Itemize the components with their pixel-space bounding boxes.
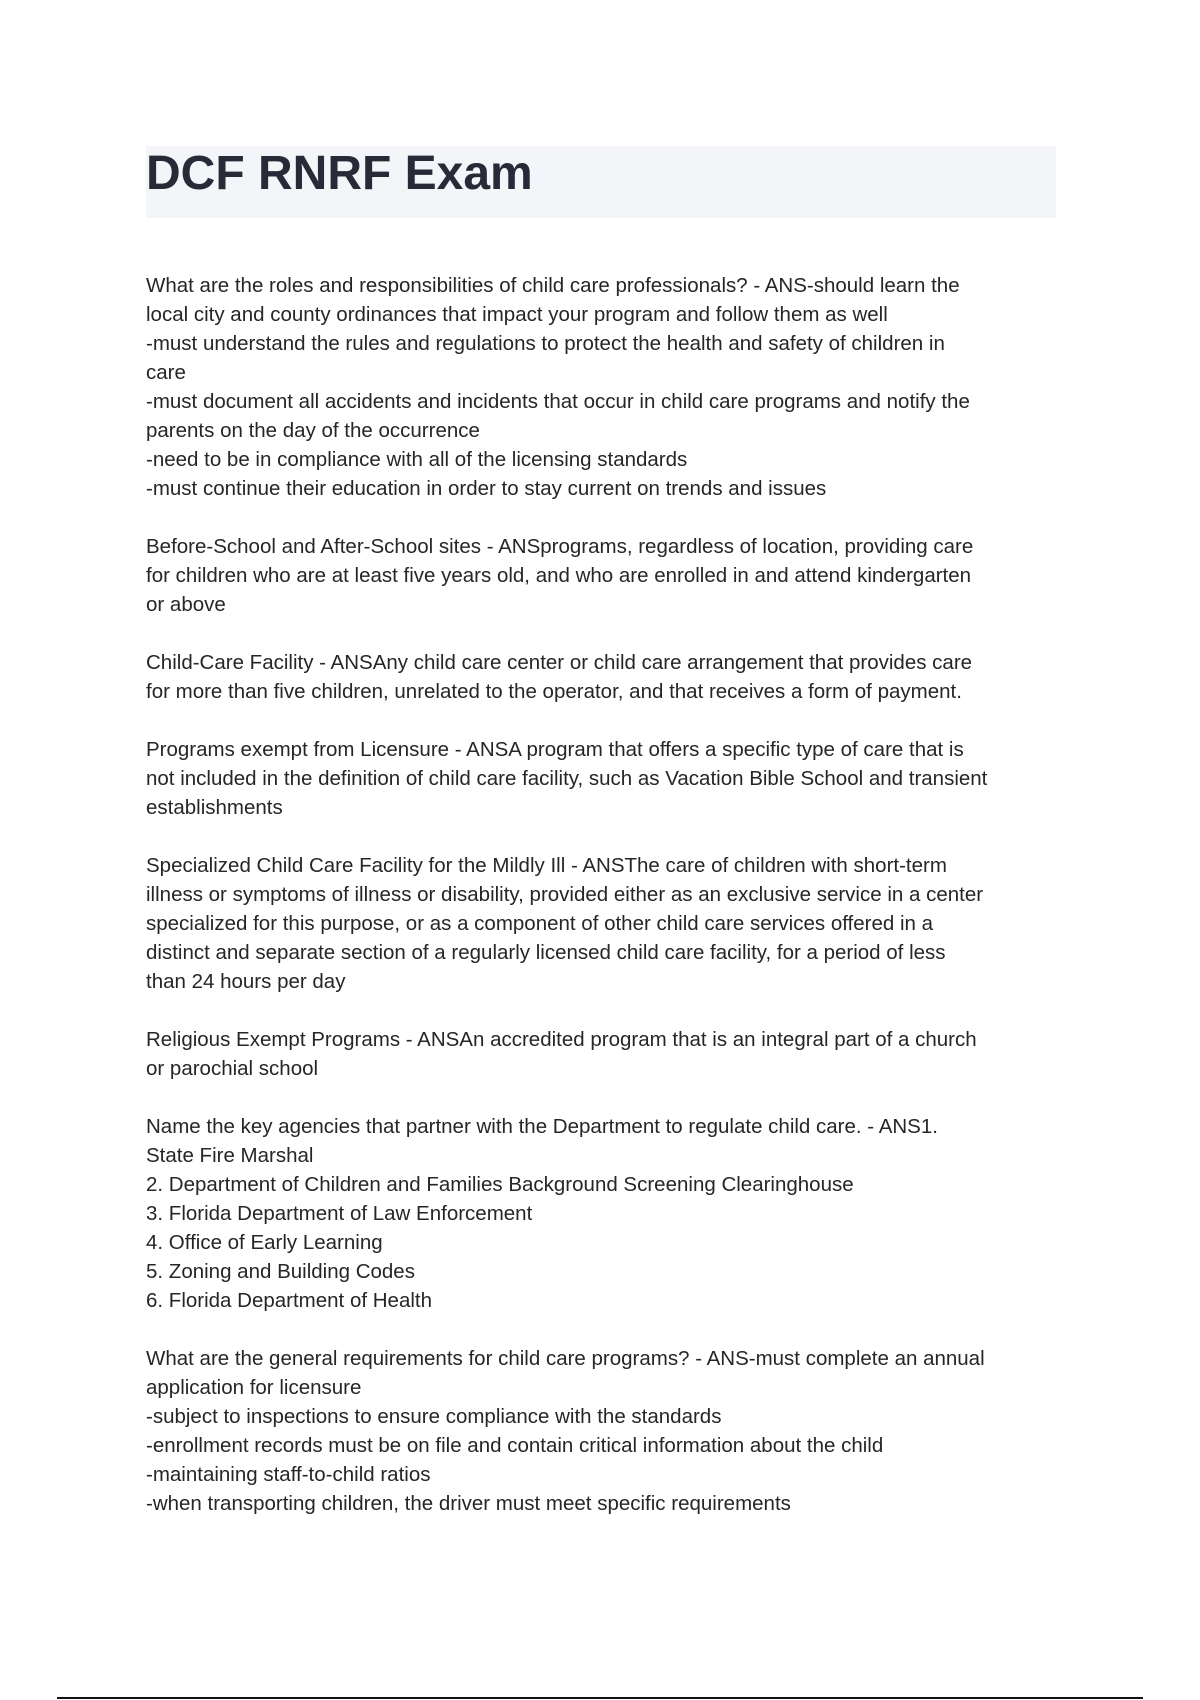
qa-line: Name the key agencies that partner with the Department to regulate child care. - ANS1.	[146, 1115, 938, 1138]
qa-line: 3. Florida Department of Law Enforcement	[146, 1202, 533, 1225]
document-body	[146, 271, 1071, 1547]
qa-line: not included in the definition of child care facility, such as Vacation Bible School and transient	[146, 767, 988, 790]
qa-line: -maintaining staff-to-child ratios	[146, 1463, 431, 1486]
qa-line: 5. Zoning and Building Codes	[146, 1260, 415, 1283]
page-title: DCF RNRF Exam	[146, 147, 533, 200]
qa-line: Before-School and After-School sites - ANSprograms, regardless of location, providing care	[146, 535, 974, 558]
qa-entry	[146, 271, 1071, 503]
qa-line: -must document all accidents and incidents that occur in child care programs and notify the	[146, 390, 970, 413]
qa-line: than 24 hours per day	[146, 970, 346, 993]
qa-line: specialized for this purpose, or as a component of other child care services offered in a	[146, 912, 934, 935]
qa-line: What are the roles and responsibilities of child care professionals? - ANS-should learn the	[146, 274, 960, 297]
qa-line: parents on the day of the occurrence	[146, 419, 480, 442]
qa-line: Specialized Child Care Facility for the Mildly Ill - ANSThe care of children with short-term	[146, 854, 947, 877]
qa-line: -enrollment records must be on file and contain critical information about the child	[146, 1434, 884, 1457]
qa-line: -must continue their education in order to stay current on trends and issues	[146, 477, 827, 500]
qa-line: for children who are at least five years old, and who are enrolled in and attend kindergarten	[146, 564, 972, 587]
qa-line: application for licensure	[146, 1376, 362, 1399]
qa-entry	[146, 851, 1071, 996]
qa-entry	[146, 1025, 1071, 1083]
qa-line: -when transporting children, the driver must meet specific requirements	[146, 1492, 791, 1515]
qa-line: illness or symptoms of illness or disability, provided either as an exclusive service in a center	[146, 883, 984, 906]
qa-entry	[146, 1112, 1071, 1315]
qa-line: Programs exempt from Licensure - ANSA program that offers a specific type of care that is	[146, 738, 964, 761]
qa-line: local city and county ordinances that impact your program and follow them as well	[146, 303, 888, 326]
qa-line: 6. Florida Department of Health	[146, 1289, 432, 1312]
qa-line: Religious Exempt Programs - ANSAn accredited program that is an integral part of a church	[146, 1028, 977, 1051]
page-bottom-rule	[57, 1697, 1143, 1699]
qa-entry	[146, 648, 1071, 706]
qa-line: establishments	[146, 796, 283, 819]
qa-line: 4. Office of Early Learning	[146, 1231, 383, 1254]
qa-line: 2. Department of Children and Families Background Screening Clearinghouse	[146, 1173, 854, 1196]
qa-entry	[146, 532, 1071, 619]
qa-entry	[146, 735, 1071, 822]
qa-line: or parochial school	[146, 1057, 319, 1080]
qa-line: -subject to inspections to ensure compliance with the standards	[146, 1405, 722, 1428]
qa-line: for more than five children, unrelated to the operator, and that receives a form of payment.	[146, 680, 962, 703]
qa-line: State Fire Marshal	[146, 1144, 314, 1167]
qa-line: care	[146, 361, 186, 384]
qa-line: Child-Care Facility - ANSAny child care center or child care arrangement that provides care	[146, 651, 973, 674]
qa-line: -must understand the rules and regulations to protect the health and safety of children in	[146, 332, 945, 355]
qa-line: What are the general requirements for child care programs? - ANS-must complete an annual	[146, 1347, 985, 1370]
qa-line: or above	[146, 593, 226, 616]
qa-entry	[146, 1344, 1071, 1518]
qa-line: -need to be in compliance with all of the licensing standards	[146, 448, 688, 471]
qa-line: distinct and separate section of a regularly licensed child care facility, for a period of less	[146, 941, 946, 964]
